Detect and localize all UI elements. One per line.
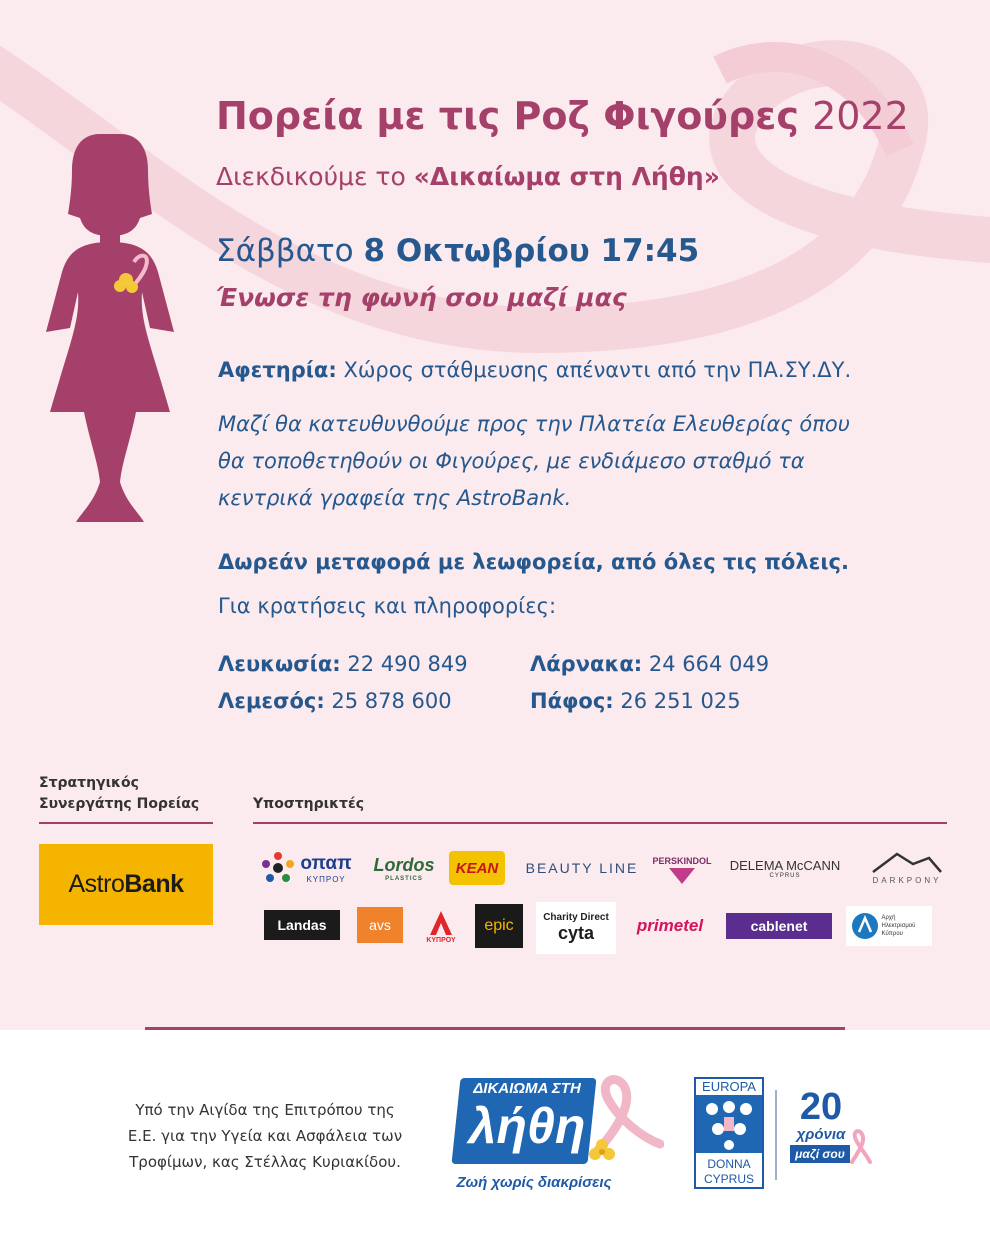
perskindol-logo: PERSKINDOL — [652, 851, 712, 891]
campaign-name: «Δικαίωμα στη Λήθη» — [413, 162, 720, 191]
cyprus-text: CYPRUS — [703, 1172, 754, 1186]
charity-direct-cyta-logo: Charity Direct cyta — [536, 902, 616, 954]
route-line: θα τοποθετηθούν οι Φιγούρες, με ενδιάμεσο σταθμό τα — [218, 449, 805, 473]
dikaioma-lithi-logo — [444, 1070, 664, 1200]
phone-paphos: Πάφος: 26 251 025 — [530, 689, 741, 713]
event-title: Πορεία με τις Ροζ Φιγούρες 2022 — [216, 94, 909, 138]
epic-logo: epic — [475, 904, 523, 948]
phone-nicosia: Λευκωσία: 22 490 849 — [218, 652, 468, 676]
supporters-divider — [253, 822, 947, 824]
anniversary-number: 20 — [799, 1086, 843, 1128]
small-ribbon-icon — [848, 1128, 872, 1164]
event-slogan: Ένωσε τη φωνή σου μαζί μας — [216, 283, 627, 312]
start-point-text: Χώρος στάθμευσης απέναντι από την ΠΑ.ΣΥ.ΔΥ. — [343, 358, 852, 382]
start-point: Αφετηρία: Χώρος στάθμευσης απέναντι από την ΠΑ.ΣΥ.ΔΥ. — [218, 358, 852, 382]
patronage-text: Υπό την Αιγίδα της Επιτρόπου της Ε.Ε. για την Υγεία και Ασφάλεια των Τροφίμων, κας Στέλλας Κυριακίδου. — [127, 1101, 403, 1171]
footer — [0, 1030, 990, 1238]
event-subtitle: Διεκδικούμε το «Δικαίωμα στη Λήθη» — [216, 162, 720, 191]
free-transport-text: Δωρεάν μεταφορά με λεωφορεία, από όλες τις πόλεις. — [218, 550, 849, 574]
yellow-flower-icon — [588, 1138, 616, 1166]
strategic-partner-label: Στρατηγικός Συνεργάτης Πορείας — [39, 775, 200, 812]
aik-circle-icon — [851, 912, 879, 940]
anniversary-word: χρόνια — [796, 1126, 846, 1143]
phone-limassol: Λεμεσός: 25 878 600 — [218, 689, 452, 713]
logo-separator — [775, 1090, 777, 1180]
route-description — [218, 406, 958, 517]
aik-logo: Αρχή Ηλεκτρισμού Κύπρου — [846, 906, 932, 946]
lordos-logo: Lordos PLASTICS — [373, 854, 435, 882]
route-line: Μαζί θα κατευθυνθούμε προς την Πλατεία Ελευθερίας όπου — [218, 412, 850, 436]
anniversary-tag: μαζί σου — [790, 1145, 850, 1163]
avs-logo: avs — [357, 907, 403, 943]
kean-logo: KEAN — [449, 851, 505, 885]
opap-star-icon — [258, 848, 298, 888]
booking-info-text: Για κρατήσεις και πληροφορίες: — [218, 594, 557, 618]
donna-text: DONNA — [707, 1157, 751, 1171]
partner-divider — [39, 822, 213, 824]
route-line: κεντρικά γραφεία της AstroBank. — [218, 486, 572, 510]
europa-text: EUROPA — [702, 1079, 756, 1094]
woman-figure-icon — [40, 132, 180, 524]
event-date-time: 8 Οκτωβρίου 17:45 — [363, 233, 700, 269]
darkpony-horse-icon — [869, 850, 945, 876]
lithi-top-text: ΔΙΚΑΙΩΜΑ ΣΤΗ — [473, 1080, 581, 1097]
darkpony-logo: DARKPONY — [862, 845, 952, 889]
primetel-logo: primetel — [636, 916, 704, 935]
perskindol-shape-icon — [667, 866, 697, 886]
europa-donna-figures-icon — [696, 1095, 762, 1153]
opap-logo: οπαπ ΚΥΠΡΟΥ — [255, 846, 355, 890]
event-date: Σάββατο 8 Οκτωβρίου 17:45 — [216, 233, 700, 269]
cablenet-logo: cablenet — [726, 913, 832, 939]
landas-logo: Landas — [264, 910, 340, 940]
lithi-main-text: λήθη — [468, 1098, 586, 1154]
delema-mccann-logo: DELEMA McCANN CYPRUS — [729, 857, 841, 879]
alpha-kyprou-logo: ΚΥΠΡΟΥ — [422, 904, 460, 948]
event-year: 2022 — [812, 94, 909, 138]
alpha-icon — [428, 909, 454, 937]
astrobank-logo: Astro Bank — [39, 844, 213, 925]
lithi-tagline: Ζωή χωρίς διακρίσεις — [456, 1174, 612, 1191]
beautyline-logo: BEAUTY LINE — [525, 860, 639, 876]
phone-larnaca: Λάρνακα: 24 664 049 — [530, 652, 770, 676]
supporters-label: Υποστηρικτές — [253, 796, 365, 812]
europa-donna-logo — [694, 1077, 764, 1189]
